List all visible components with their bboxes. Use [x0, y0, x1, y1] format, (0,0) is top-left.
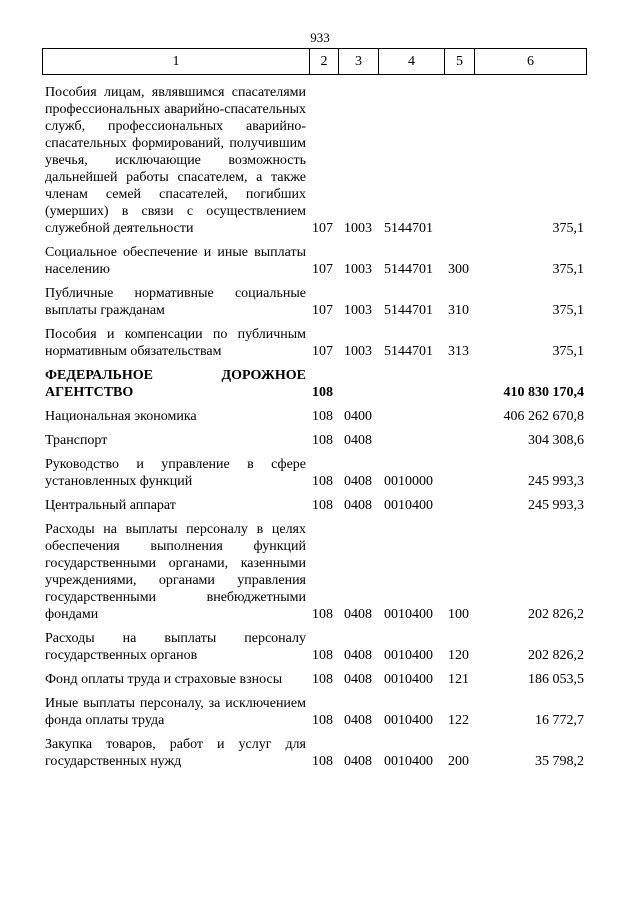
row-name: Пособия лицам, являвшимся спасателями профессиональных аварийно-спасательных служб, профессиональных аварийно-спасательных формирований, получившим увечья, исключающие возможность дальнейшей работы спасателем, а также членам семей спасателей, погибших (умерших) в связи с осуществлением служебной деятельности [45, 85, 306, 236]
row-spacer [42, 278, 586, 285]
row-name: Пособия и компенсации по публичным нормативным обязательствам [45, 327, 306, 359]
row-target-code: 0010400 [384, 498, 433, 513]
spacer-cell [379, 360, 445, 367]
row-chapter-code: 108 [312, 648, 333, 663]
spacer-cell [475, 688, 586, 695]
header-col-1: 1 [43, 49, 310, 75]
row-chapter-code: 108 [312, 672, 333, 687]
row-target-code: 5144701 [384, 221, 433, 236]
row-amount: 202 826,2 [528, 648, 584, 663]
page-number: 933 [310, 30, 330, 45]
spacer-cell [475, 623, 586, 630]
row-section-code: 0408 [344, 672, 372, 687]
row-amount: 16 772,7 [535, 713, 584, 728]
row-target-code: 0010000 [384, 474, 433, 489]
spacer-cell [379, 514, 445, 521]
spacer-cell [42, 449, 309, 456]
spacer-cell [445, 360, 475, 367]
row-target-code: 5144701 [384, 262, 433, 277]
spacer-cell [379, 449, 445, 456]
row-amount: 35 798,2 [535, 754, 584, 769]
spacer-cell [309, 319, 339, 326]
row-chapter-code: 108 [312, 409, 333, 424]
row-amount: 375,1 [552, 344, 584, 359]
row-chapter-code: 107 [312, 221, 333, 236]
row-target-code: 0010400 [384, 672, 433, 687]
row-chapter-code: 108 [312, 385, 333, 400]
row-target-code [379, 432, 445, 449]
spacer-cell [339, 319, 379, 326]
row-chapter-code: 107 [312, 303, 333, 318]
row-chapter-code: 108 [312, 474, 333, 489]
row-name: Расходы на выплаты персоналу государственных органов [45, 631, 306, 663]
row-section-code: 0408 [344, 474, 372, 489]
table-row [42, 244, 586, 278]
row-amount: 375,1 [552, 221, 584, 236]
row-expense-code: 200 [448, 754, 469, 769]
row-spacer [42, 664, 586, 671]
row-name: Руководство и управление в сфере установленных функций [45, 457, 306, 489]
spacer-cell [339, 401, 379, 408]
spacer-cell [445, 425, 475, 432]
row-section-code: 0408 [344, 498, 372, 513]
row-spacer [42, 319, 586, 326]
row-spacer [42, 514, 586, 521]
row-section-code: 1003 [344, 344, 372, 359]
spacer-cell [379, 237, 445, 244]
header-col-2: 2 [310, 49, 339, 75]
spacer-cell [42, 688, 309, 695]
spacer-cell [309, 237, 339, 244]
row-spacer [42, 623, 586, 630]
spacer-cell [339, 729, 379, 736]
spacer-cell [445, 401, 475, 408]
row-expense-code: 100 [448, 607, 469, 622]
row-name: Публичные нормативные социальные выплаты гражданам [45, 286, 306, 318]
spacer-cell [42, 425, 309, 432]
spacer-cell [475, 449, 586, 456]
row-chapter-code: 108 [312, 754, 333, 769]
table-row [42, 432, 586, 449]
spacer-cell [379, 401, 445, 408]
spacer-cell [42, 623, 309, 630]
spacer-cell [379, 688, 445, 695]
table-row [42, 521, 586, 623]
table-row [42, 285, 586, 319]
row-name: Национальная экономика [45, 409, 197, 424]
spacer-cell [309, 688, 339, 695]
row-name: Фонд оплаты труда и страховые взносы [45, 672, 283, 687]
spacer-cell [339, 623, 379, 630]
spacer-cell [445, 278, 475, 285]
spacer-cell [475, 278, 586, 285]
row-amount: 202 826,2 [528, 607, 584, 622]
row-section-code: 0408 [344, 713, 372, 728]
row-name: Центральный аппарат [45, 498, 176, 513]
table-row [42, 736, 586, 770]
row-expense-code: 121 [448, 672, 469, 687]
row-chapter-code: 108 [312, 607, 333, 622]
row-name: Расходы на выплаты персоналу в целях обеспечения выполнения функций государственными органами, казенными учреждениями, органами управления государственными внебюджетными фондами [45, 522, 306, 622]
spacer-cell [339, 449, 379, 456]
row-section-code [339, 367, 379, 401]
spacer-cell [339, 278, 379, 285]
spacer-cell [339, 688, 379, 695]
spacer-cell [445, 729, 475, 736]
row-section-code: 0408 [344, 433, 372, 448]
spacer-cell [42, 360, 309, 367]
spacer-cell [339, 514, 379, 521]
table-row [42, 695, 586, 729]
spacer-cell [379, 729, 445, 736]
row-section-code: 0408 [344, 607, 372, 622]
spacer-cell [309, 449, 339, 456]
spacer-cell [339, 490, 379, 497]
row-chapter-code: 108 [312, 498, 333, 513]
row-expense-code: 310 [448, 303, 469, 318]
spacer-cell [42, 401, 309, 408]
row-target-code: 0010400 [384, 754, 433, 769]
table-row [42, 367, 586, 401]
spacer-cell [475, 425, 586, 432]
row-expense-code: 313 [448, 344, 469, 359]
row-expense-code: 300 [448, 262, 469, 277]
row-spacer [42, 360, 586, 367]
row-expense-code [445, 367, 475, 401]
table-row [42, 456, 586, 490]
row-expense-code [445, 456, 475, 490]
spacer-cell [445, 664, 475, 671]
spacer-cell [445, 514, 475, 521]
spacer-cell [379, 623, 445, 630]
row-amount: 410 830 170,4 [503, 385, 584, 400]
row-amount: 245 993,3 [528, 498, 584, 513]
row-section-code: 0408 [344, 648, 372, 663]
spacer-cell [339, 237, 379, 244]
row-name: Иные выплаты персоналу, за исключением фонда оплаты труда [45, 696, 306, 728]
spacer-cell [309, 514, 339, 521]
spacer-cell [475, 514, 586, 521]
header-col-4: 4 [379, 49, 445, 75]
row-chapter-code: 107 [312, 262, 333, 277]
spacer-cell [42, 237, 309, 244]
spacer-cell [42, 319, 309, 326]
table-row [42, 84, 586, 237]
spacer-cell [309, 623, 339, 630]
row-section-code: 0408 [344, 754, 372, 769]
row-spacer [42, 449, 586, 456]
row-amount: 375,1 [552, 303, 584, 318]
spacer-cell [339, 664, 379, 671]
spacer-cell [42, 664, 309, 671]
spacer-cell [445, 623, 475, 630]
row-expense-code [445, 432, 475, 449]
row-expense-code [445, 408, 475, 425]
header-col-6: 6 [475, 49, 587, 75]
row-section-code: 0400 [344, 409, 372, 424]
row-chapter-code: 108 [312, 433, 333, 448]
spacer-cell [42, 729, 309, 736]
row-spacer [42, 237, 586, 244]
spacer-cell [309, 360, 339, 367]
row-target-code: 0010400 [384, 648, 433, 663]
row-target-code: 5144701 [384, 344, 433, 359]
spacer-cell [445, 688, 475, 695]
spacer-cell [379, 490, 445, 497]
row-expense-code: 120 [448, 648, 469, 663]
table-row [42, 408, 586, 425]
row-spacer [42, 425, 586, 432]
spacer-cell [379, 664, 445, 671]
spacer-cell [475, 401, 586, 408]
spacer-cell [309, 278, 339, 285]
row-section-code: 1003 [344, 221, 372, 236]
table-header [42, 48, 587, 75]
row-amount: 245 993,3 [528, 474, 584, 489]
row-name: Социальное обеспечение и иные выплаты населению [45, 245, 306, 277]
row-section-code: 1003 [344, 262, 372, 277]
spacer-cell [309, 664, 339, 671]
row-name: Транспорт [45, 433, 108, 448]
spacer-cell [339, 425, 379, 432]
row-amount: 304 308,6 [528, 433, 584, 448]
table-row [42, 671, 586, 688]
spacer-cell [475, 319, 586, 326]
row-amount: 186 053,5 [528, 672, 584, 687]
spacer-cell [475, 490, 586, 497]
spacer-cell [309, 425, 339, 432]
row-expense-code [445, 84, 475, 237]
row-amount: 375,1 [552, 262, 584, 277]
row-spacer [42, 729, 586, 736]
spacer-cell [379, 319, 445, 326]
row-chapter-code: 108 [312, 713, 333, 728]
row-spacer [42, 401, 586, 408]
row-target-code: 0010400 [384, 713, 433, 728]
spacer-cell [475, 360, 586, 367]
row-amount: 406 262 670,8 [503, 409, 584, 424]
row-expense-code [445, 497, 475, 514]
spacer-cell [309, 729, 339, 736]
spacer-cell [309, 490, 339, 497]
table-row [42, 497, 586, 514]
row-spacer [42, 688, 586, 695]
spacer-cell [475, 729, 586, 736]
spacer-cell [42, 490, 309, 497]
budget-table [42, 84, 586, 770]
spacer-cell [379, 425, 445, 432]
spacer-cell [309, 401, 339, 408]
spacer-cell [445, 237, 475, 244]
spacer-cell [42, 278, 309, 285]
spacer-cell [42, 514, 309, 521]
row-target-code: 5144701 [384, 303, 433, 318]
table-row [42, 630, 586, 664]
row-name: ФЕДЕРАЛЬНОЕ ДОРОЖНОЕ АГЕНТСТВО [45, 368, 306, 400]
row-target-code [379, 367, 445, 401]
row-name: Закупка товаров, работ и услуг для государственных нужд [45, 737, 306, 769]
spacer-cell [445, 449, 475, 456]
spacer-cell [445, 490, 475, 497]
header-col-3: 3 [339, 49, 379, 75]
row-section-code: 1003 [344, 303, 372, 318]
row-spacer [42, 490, 586, 497]
row-chapter-code: 107 [312, 344, 333, 359]
table-row [42, 326, 586, 360]
spacer-cell [475, 664, 586, 671]
spacer-cell [445, 319, 475, 326]
row-target-code [379, 408, 445, 425]
header-col-5: 5 [445, 49, 475, 75]
spacer-cell [379, 278, 445, 285]
spacer-cell [475, 237, 586, 244]
row-expense-code: 122 [448, 713, 469, 728]
row-target-code: 0010400 [384, 607, 433, 622]
spacer-cell [339, 360, 379, 367]
